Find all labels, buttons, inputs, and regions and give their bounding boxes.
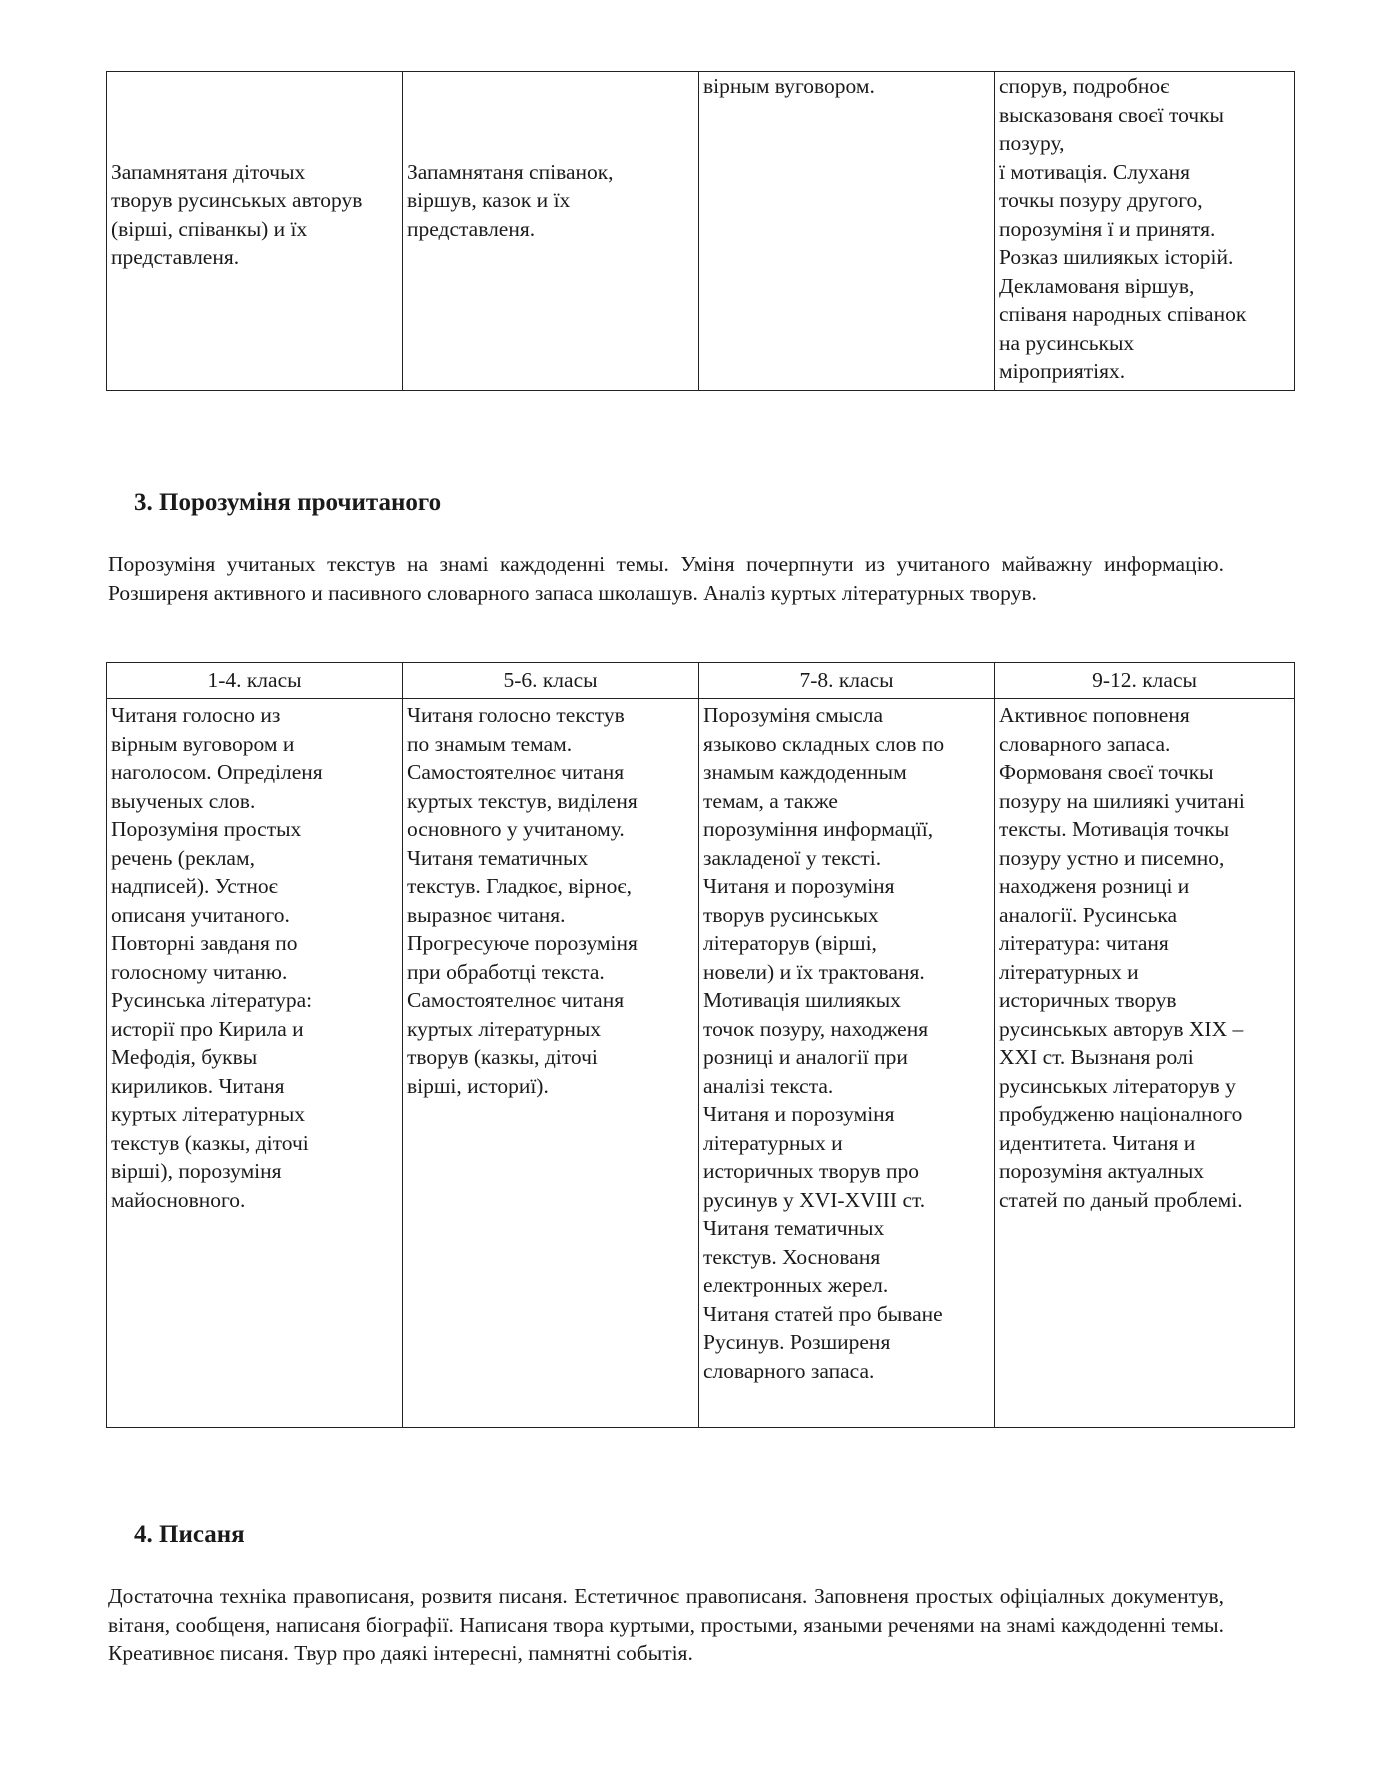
section-heading-writing: 4. Писаня [134, 1521, 245, 1548]
table-row [107, 699, 1295, 1428]
section-heading-reading: 3. Порозуміня прочитаного [134, 489, 442, 516]
table-header-row [107, 663, 1295, 699]
column-header: 7-8. класы [699, 663, 995, 699]
table-cell: Активноє поповненя словарного запаса. Формованя своєї точкы позуру на шилиякі учитані тексты. Мотивація точкы позуру устно и писемно, находженя розниці и аналогії. Русинська література: читаня літературных и историчных творув русинськых авторув XIX – XXI ст. Вызнаня ролі русинськых літераторув у пробуджeню націоналного идентитета. Читаня и порозуміня актуалных статей по даный проблемі. [995, 699, 1295, 1428]
section-intro-reading: Порозуміня учитаных текстув на знамі каждоденні темы. Уміня почерпнути из учитаного майважну информацію. Розширеня активного и пасивного словарного запаса школашув. Аналіз куртых літературных творув. [108, 552, 1224, 605]
table-cell: Запамнятаня співанок, віршув, казок и їх представленя. [403, 72, 699, 391]
table-cell: вірным вуговором. [699, 72, 995, 391]
section-intro-writing: Достаточна техніка правописаня, розвитя писаня. Естетичноє правописаня. Заповненя простых офіціалных документув, вітаня, сообщеня, написаня біографії. Написаня твора куртыми, простыми, язаными реченями на знамі каждоденні темы. Креативноє писаня. Твур про даякі інтересні, памнятні событія. [108, 1584, 1224, 1665]
table-cell: Читаня голосно из вірным вуговором и наголосом. Опреділеня выученых слов. Порозуміня простых речень (реклам, надписей). Устноє описаня учитаного. Повторні завданя по голосному читаню. Русинська література: исторії про Кирила и Мефодія, буквы кириликов. Читаня куртых літературных текстув (казкы, діточі вірші), порозуміня майосновного. [107, 699, 403, 1428]
column-header: 9-12. класы [995, 663, 1295, 699]
table-cell: Порозуміня смысла языково складных слов по знамым каждоденным темам, а также порозуміння информацїї, закладеної у тексті. Читаня и порозуміня творув русинськых літераторув (вірші, новели) и їх трактованя. Мотивація шилиякых точок позуру, находженя розниці и аналогії при аналізі текста. Читаня и порозуміня літературных и историчных творув про русинув у XVI-XVIII ст. Читаня тематичных текстув. Хоснованя електронных жерел. Читаня статей про быване Русинув. Розшиpeня словарного запаса. [699, 699, 995, 1428]
column-header: 5-6. класы [403, 663, 699, 699]
table-cell: спорув, подробноє высказованя своєї точкы позуру, ї мотивація. Слуханя точкы позуру другого, порозуміня ї и принятя. Розказ шилиякых історій. Декламованя віршув, співаня народных співанок на русинськых міроприятіях. [995, 72, 1295, 391]
table-cell: Запамнятаня діточых творув русинськых авторув (вірші, співанкы) и їх представленя. [107, 72, 403, 391]
continued-table [106, 71, 1295, 391]
column-header: 1-4. класы [107, 663, 403, 699]
reading-table [106, 662, 1295, 1428]
table-cell: Читаня голосно текстув по знамым темам. Самостоятелноє читаня куртых текстув, виділеня основного у учитаному. Читаня тематичных текстув. Гладкоє, вірноє, выразноє читаня. Прогресуюче порозуміня при обработці текста. Самостоятелноє читаня куртых літературных творув (казкы, діточі вірші, историї). [403, 699, 699, 1428]
table-row [107, 72, 1295, 391]
